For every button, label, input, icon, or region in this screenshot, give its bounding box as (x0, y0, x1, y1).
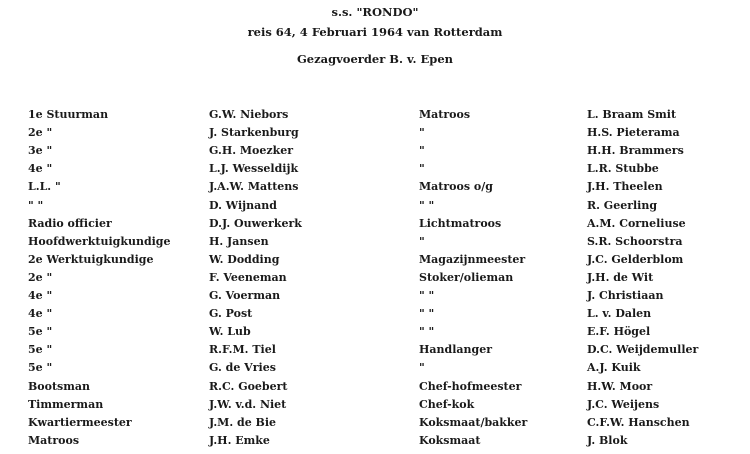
crew-name: H.S. Pieterama (587, 126, 680, 139)
crew-rank: " " (419, 325, 435, 338)
crew-name: L.J. Wesseldijk (209, 162, 299, 175)
crew-rank: Koksmaat/bakker (419, 416, 528, 429)
crew-name: H.H. Brammers (587, 144, 684, 157)
crew-rank: 5e " (28, 343, 53, 356)
crew-name: J.H. Theelen (587, 180, 663, 193)
crew-rank: Koksmaat (419, 434, 481, 447)
crew-rank: 3e " (28, 144, 53, 157)
crew-name: E.F. Högel (587, 325, 651, 338)
crew-name: J.A.W. Mattens (209, 180, 299, 193)
crew-name: J. Christiaan (587, 289, 664, 302)
crew-rank: Matroos (419, 108, 471, 121)
crew-name: F. Veeneman (209, 271, 287, 284)
crew-rank: Magazijnmeester (419, 253, 526, 266)
crew-name: R.C. Goebert (209, 380, 288, 393)
crew-name: J.C. Gelderblom (587, 253, 684, 266)
crew-name: H.W. Moor (587, 380, 653, 393)
crew-rank: 2e " (28, 271, 53, 284)
crew-name: C.F.W. Hanschen (587, 416, 690, 429)
crew-rank: Chef-kok (419, 398, 475, 411)
crew-rank: Hoofdwerktuigkundige (28, 235, 171, 248)
crew-rank: " " (419, 307, 435, 320)
crew-name: R. Geerling (587, 199, 658, 212)
crew-name: L.R. Stubbe (587, 162, 659, 175)
crew-rank: L.L. " (28, 180, 61, 193)
crew-name: L. v. Dalen (587, 307, 652, 320)
crew-name: J.M. de Bie (209, 416, 277, 429)
crew-name: J.W. v.d. Niet (209, 398, 287, 411)
crew-rank: 5e " (28, 361, 53, 374)
crew-rank: 5e " (28, 325, 53, 338)
crew-name: J.H. Emke (209, 434, 270, 447)
crew-name: D. Wijnand (209, 199, 277, 212)
crew-name: D.C. Weijdemuller (587, 343, 699, 356)
crew-name: J.C. Weijens (587, 398, 660, 411)
crew-name: A.J. Kuik (587, 361, 641, 374)
crew-rank: Radio officier (28, 217, 112, 230)
crew-rank: " (419, 162, 425, 175)
ship-name: s.s. "RONDO" (331, 5, 419, 19)
crew-name: G. Post (209, 307, 253, 320)
crew-rank: Timmerman (28, 398, 104, 411)
crew-rank: " (419, 126, 425, 139)
crew-rank: " " (419, 289, 435, 302)
crew-name: G.W. Niebors (209, 108, 289, 121)
crew-rank: 4e " (28, 162, 53, 175)
captain-line: Gezagvoerder B. v. Epen (296, 52, 454, 66)
crew-rank: Lichtmatroos (419, 217, 502, 230)
crew-rank: " (419, 361, 425, 374)
crew-rank: Chef-hofmeester (419, 380, 522, 393)
crew-name: J. Blok (587, 434, 628, 447)
crew-name: W. Dodding (209, 253, 280, 266)
crew-rank: 4e " (28, 307, 53, 320)
crew-rank: 2e " (28, 126, 53, 139)
crew-name: G. de Vries (209, 361, 276, 374)
crew-name: G.H. Moezker (209, 144, 294, 157)
crew-rank: " " (419, 199, 435, 212)
crew-rank: " " (28, 199, 44, 212)
crew-name: S.R. Schoorstra (587, 235, 683, 248)
crew-name: R.F.M. Tiel (209, 343, 276, 356)
crew-name: H. Jansen (209, 235, 269, 248)
crew-rank: Bootsman (28, 380, 91, 393)
crew-name: J. Starkenburg (209, 126, 299, 139)
crew-rank: " (419, 144, 425, 157)
crew-rank: 4e " (28, 289, 53, 302)
crew-rank: Handlanger (419, 343, 492, 356)
crew-name: W. Lub (209, 325, 251, 338)
voyage-line: reis 64, 4 Februari 1964 van Rotterdam (247, 25, 503, 39)
crew-rank: Kwartiermeester (28, 416, 132, 429)
crew-rank: " (419, 235, 425, 248)
crew-rank: Stoker/olieman (419, 271, 514, 284)
crew-rank: 1e Stuurman (28, 108, 109, 121)
crew-rank: 2e Werktuigkundige (28, 253, 154, 266)
crew-name: L. Braam Smit (587, 108, 677, 121)
crew-rank: Matroos (28, 434, 80, 447)
crew-name: D.J. Ouwerkerk (209, 217, 302, 230)
crew-name: G. Voerman (209, 289, 281, 302)
crew-name: J.H. de Wit (587, 271, 654, 284)
crew-rank: Matroos o/g (419, 180, 493, 193)
crew-name: A.M. Corneliuse (587, 217, 686, 230)
